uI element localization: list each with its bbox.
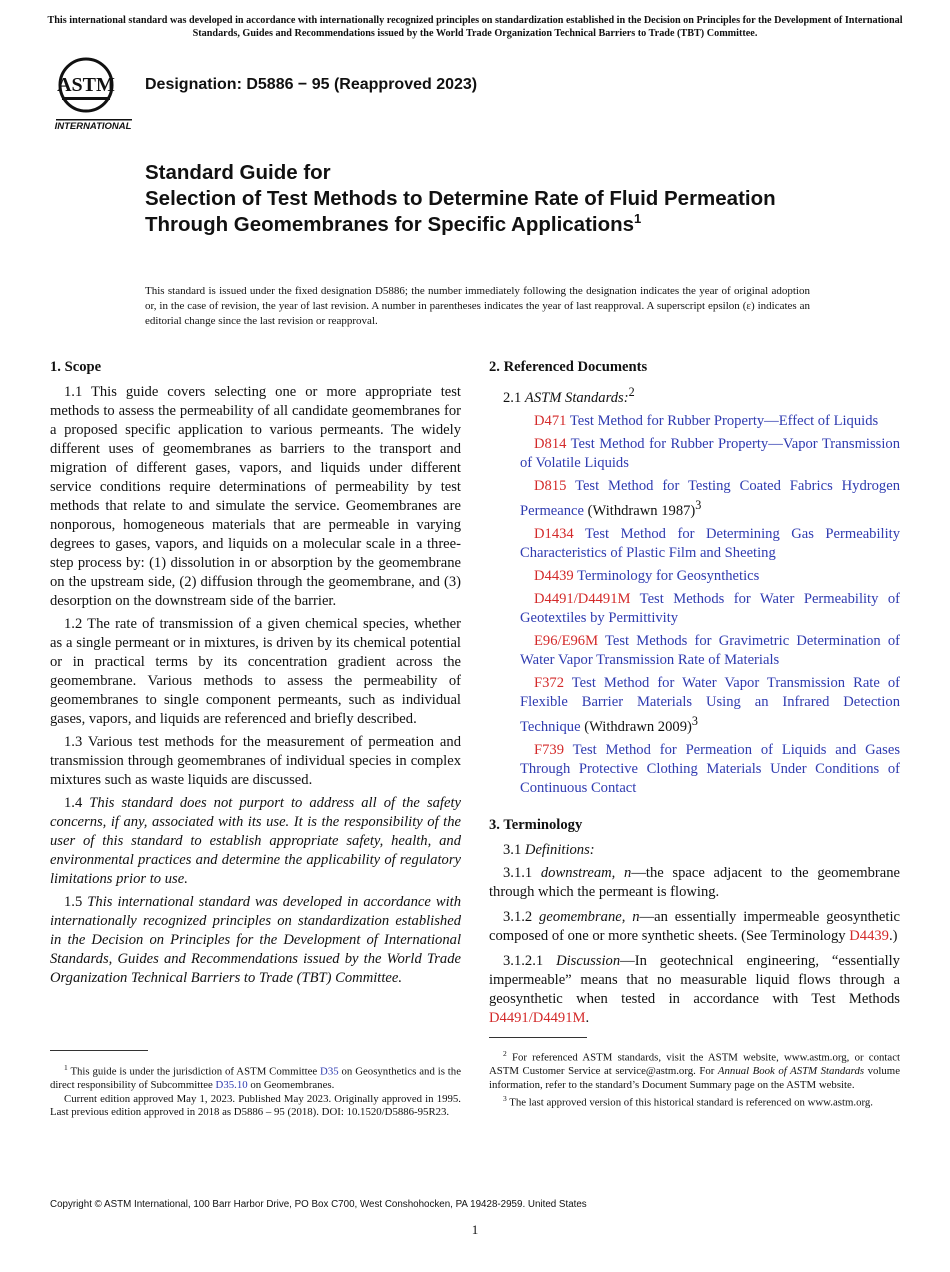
footnote-mark: 3 — [691, 713, 698, 728]
reference-code-link[interactable]: E96/E96M — [534, 632, 599, 649]
reference-code-link[interactable]: F739 — [534, 741, 565, 758]
reference-code-link[interactable]: D471 — [534, 412, 567, 429]
copyright-footer: Copyright © ASTM International, 100 Barr Harbor Drive, PO Box C700, West Conshohocken, PA 19428-2959. United States — [50, 1199, 587, 1210]
reference-code-link[interactable]: D1434 — [534, 525, 574, 542]
reference-item — [489, 477, 900, 521]
footnotes-left — [50, 1061, 461, 1120]
terminology-heading: 3. Terminology — [489, 816, 583, 833]
reference-item — [489, 674, 900, 737]
scope-1-4: 1.4 This standard does not purport to address all of the safety concerns, if any, associated with its use. It is the responsibility of the user of this standard to establish appropriate safety, health, and environmental practices and determine the applicability of regulatory limitations prior to use. — [50, 795, 461, 887]
footnote-rule-right — [489, 1037, 587, 1038]
footnote-2: $^2$ For referenced ASTM standards, visit the ASTM website, www.astm.org, or contact ASTM Customer Service at service@astm.org. For Annual Book of ASTM Standards volume information, refer to the standard’s Document Summary page on the ASTM website. — [489, 1049, 900, 1091]
scope-1-1: 1.1 This guide covers selecting one or more appropriate test methods to assess the permeability of all candidate geomembranes for a proposed specific application to various permeants. The widely different uses of geomembranes as barriers to the transport and migration of different gases, vapors, and liquids under different service conditions require determinations of permeability by test methods that relate to and simulate the service. Geomembranes are nonporous, homogeneous materials that are permeable in varying degrees to gases, vapors, and liquids on a molecular scale in a three-step process by: (1) dissolution in or absorption by the geomembrane on the upstream side, (2) diffusion through the geomembrane, and (3) desorption on the downstream side of the barrier. — [50, 384, 461, 609]
scope-1-3: 1.3 Various test methods for the measurement of permeation and transmission through geomembranes of individual species in complex mixtures such as waste liquids are discussed. — [50, 734, 461, 788]
footnotes-right — [489, 1047, 900, 1110]
reference-title-link[interactable]: Test Method for Water Vapor Transmission Rate of Flexible Barrier Materials Using an Infrared Detection Technique — [520, 674, 901, 735]
reference-item — [489, 567, 900, 586]
designation: Designation: D5886 − 95 (Reapproved 2023) — [145, 76, 478, 93]
reference-title-link[interactable]: Test Method for Rubber Property—Vapor Transmission of Volatile Liquids — [520, 435, 900, 471]
title-line-1: Standard Guide for — [145, 161, 331, 184]
astm-logo-icon — [52, 55, 134, 131]
reference-item — [489, 525, 900, 563]
reference-title-link[interactable]: Terminology for Geosynthetics — [577, 567, 760, 584]
footnote-rule-left — [50, 1050, 148, 1051]
scope-1-2: 1.2 The rate of transmission of a given chemical species, whether as a single permeant or in mixtures, is driven by its chemical potential or in practical terms by its concentration gradient across the geomembrane. Various methods to assess the permeability of geomembranes to single component permeants, such as individual gases, vapors, and liquids are referenced and briefly described. — [50, 616, 461, 727]
reference-code-link[interactable]: D4439 — [534, 567, 574, 584]
right-column — [489, 358, 900, 1028]
astm-standards-label: 2.1 ASTM Standards:$^2$ — [503, 385, 635, 406]
definition-geomembrane: 3.1.2 geomembrane, n—an essentially impermeable geosynthetic composed of one or more synthetic sheets. (See Terminology D4439.) — [489, 908, 900, 944]
trade-notice: This international standard was developed in accordance with internationally recognized principles on standardization established in the Decision on Principles for the Development of International Standards, Guides and Recommendations issued by the World Trade Organization Technical Barriers to Trade (TBT) Committee. — [47, 15, 903, 39]
reference-code-link[interactable]: F372 — [534, 674, 565, 691]
reference-title-link[interactable]: Test Method for Permeation of Liquids and Gases Through Protective Clothing Materials Under Conditions of Continuous Contact — [520, 741, 900, 796]
link-d35-10[interactable]: D35.10 — [215, 1079, 248, 1092]
title-line-2: Selection of Test Methods to Determine Rate of Fluid Permeation Through Geomembranes for Specific Applications$^1$ — [145, 187, 776, 236]
withdrawn-note: (Withdrawn 2009) — [580, 718, 692, 735]
page-number: 1 — [471, 1222, 479, 1237]
intro-paragraph: This standard is issued under the fixed designation D5886; the number immediately following the designation indicates the year of original adoption or, in the case of revision, the year of last revision. A number in parentheses indicates the year of last reapproval. A superscript epsilon (ε) indicates an editorial change since the last revision or reapproval. — [145, 285, 810, 327]
footnote-mark: 3 — [695, 497, 702, 512]
reference-item — [489, 741, 900, 798]
link-d35[interactable]: D35 — [320, 1065, 339, 1078]
svg-text:INTERNATIONAL: INTERNATIONAL — [54, 121, 132, 131]
reference-title-link[interactable]: Test Method for Rubber Property—Effect of Liquids — [569, 412, 879, 429]
reference-code-link[interactable]: D814 — [534, 435, 567, 452]
reference-title-link[interactable]: Test Methods for Gravimetric Determination of Water Vapor Transmission Rate of Materials — [520, 632, 900, 668]
definition-downstream: 3.1.1 downstream, n—the space adjacent to the geomembrane through which the permeant is flowing. — [489, 864, 900, 900]
reference-title-link[interactable]: Test Method for Determining Gas Permeability Characteristics of Plastic Film and Sheeting — [520, 525, 900, 561]
reference-item — [489, 412, 900, 431]
withdrawn-note: (Withdrawn 1987) — [584, 502, 696, 519]
title-footnote-mark: 1 — [634, 211, 642, 227]
reference-code-link[interactable]: D4491/D4491M — [534, 590, 631, 607]
scope-heading: 1. Scope — [50, 359, 102, 375]
link-d4439[interactable]: D4439 — [849, 927, 889, 944]
link-d4491[interactable]: D4491/D4491M — [489, 1009, 586, 1026]
footnote-1-edition: Current edition approved May 1, 2023. Published May 2023. Originally approved in 1995. Last previous edition approved in 2018 as D5886 – 95 (2018). DOI: 10.1520/D5886-95R23. — [50, 1092, 461, 1119]
document-title — [145, 160, 785, 238]
footnote-1: $^1$ This guide is under the jurisdiction of ASTM Committee D35 on Geosynthetics and is the direct responsibility of Subcommittee D35.10 on Geomembranes. — [50, 1063, 461, 1092]
svg-text:ASTM: ASTM — [57, 74, 115, 96]
reference-list — [489, 412, 900, 798]
footnote-3: $^3$ The last approved version of this historical standard is referenced on www.astm.org. — [503, 1094, 873, 1109]
left-column — [50, 358, 461, 992]
reference-item — [489, 632, 900, 670]
reference-item — [489, 435, 900, 473]
reference-item — [489, 590, 900, 628]
reference-title-link[interactable]: Test Methods for Water Permeability of Geotextiles by Permittivity — [520, 590, 900, 626]
references-heading: 2. Referenced Documents — [489, 359, 648, 375]
definitions-label: 3.1 Definitions: — [503, 841, 595, 858]
scope-1-5: 1.5 This international standard was developed in accordance with internationally recognized principles on standardization established in the Decision on Principles for the Development of International Standards, Guides and Recommendations issued by the World Trade Organization Technical Barriers to Trade (TBT) Committee. — [50, 894, 462, 986]
definition-discussion: 3.1.2.1 Discussion—In geotechnical engineering, “essentially impermeable” means that no measurable liquid flows through a geosynthetic when tested in accordance with Test Methods D4491/D4491M. — [489, 952, 900, 1026]
reference-code-link[interactable]: D815 — [534, 477, 567, 494]
reference-title-link[interactable]: Test Method for Testing Coated Fabrics Hydrogen Permeance — [520, 477, 900, 519]
